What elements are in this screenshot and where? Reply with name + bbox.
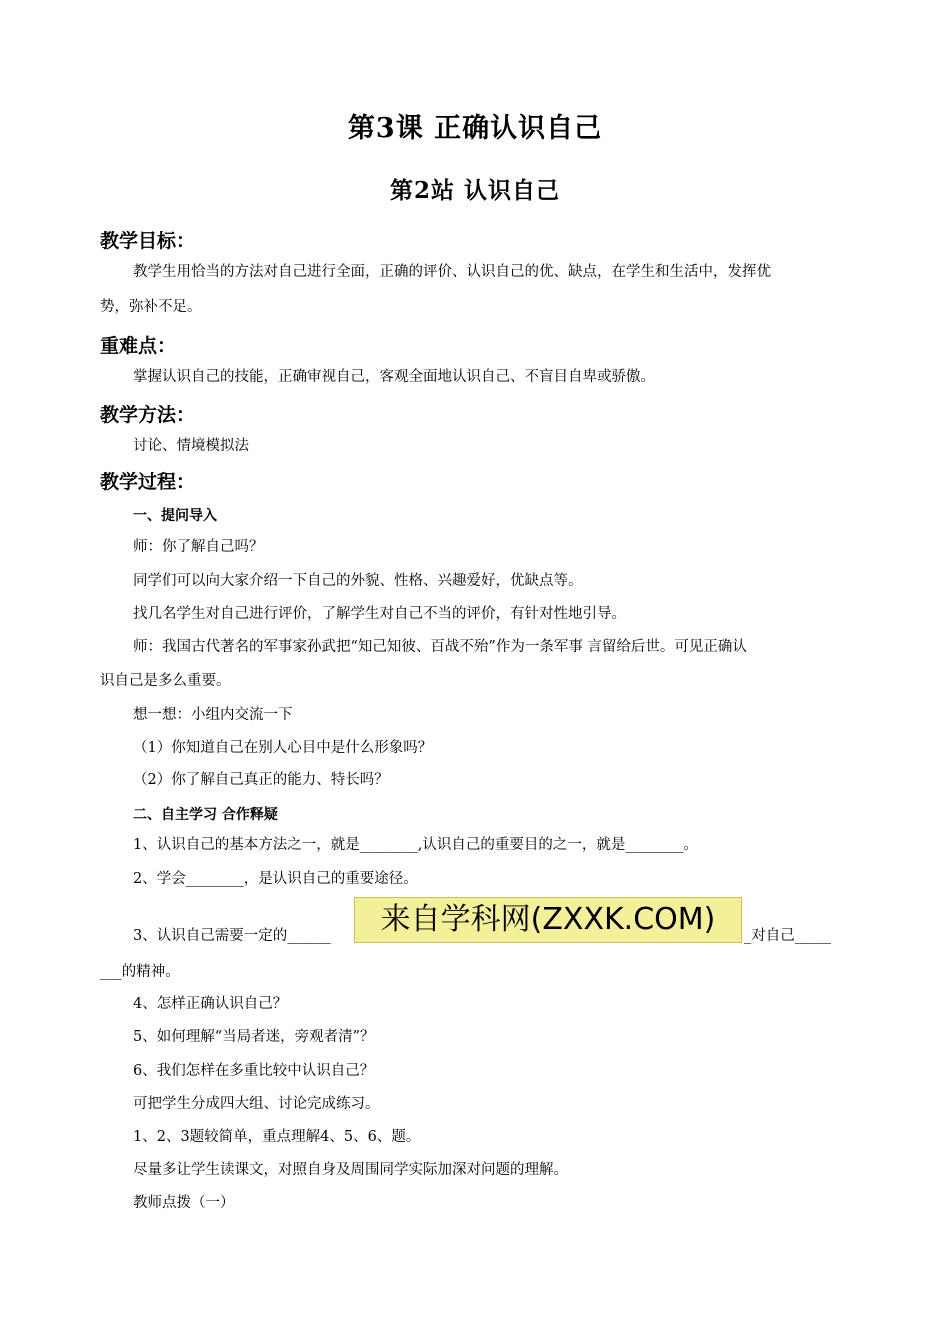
part2-item: ___的精神。 [100, 964, 180, 980]
part2-note: 1、2、3题较简单，重点理解4、5、6、题。 [133, 1129, 421, 1145]
page-title: 第3课 正确认识自己 [347, 113, 603, 144]
part1-heading: 一、提问导入 [133, 508, 217, 524]
part1-question: （2）你了解自己真正的能力、特长吗？ [133, 772, 389, 788]
key-points-text: 掌握认识自己的技能，正确审视自己，客观全面地认识自己、不盲目自卑或骄傲。 [133, 369, 655, 385]
part2-item: 6、我们怎样在多重比较中认识自己？ [133, 1063, 375, 1079]
part1-line: 想一想：小组内交流一下 [133, 707, 293, 723]
goal-text-line1: 教学生用恰当的方法对自己进行全面，正确的评价、认识自己的优、缺点，在学生和生活中，发挥优 [133, 264, 771, 280]
part2-note: 教师点拨（一） [133, 1195, 235, 1211]
part1-line: 同学们可以向大家介绍一下自己的外貌、性格、兴趣爱好，优缺点等。 [133, 573, 583, 589]
goal-text-line2: 势，弥补不足。 [100, 299, 202, 315]
part2-item: _对自己_____ [744, 928, 831, 944]
part1-question: （1）你知道自己在别人心目中是什么形象吗？ [133, 740, 433, 756]
part1-line: 识自己是多么重要。 [100, 673, 231, 689]
method-text: 讨论、情境模拟法 [133, 438, 249, 454]
part2-note: 尽量多让学生读课文，对照自身及周围同学实际加深对问题的理解。 [133, 1162, 568, 1178]
part1-line: 师：我国古代著名的军事家孙武把“知己知彼、百战不殆”作为一条军事 言留给后世。可见正确认 [133, 639, 747, 655]
part2-item: 4、怎样正确认识自己？ [133, 996, 288, 1012]
part1-line: 师：你了解自己吗？ [133, 539, 264, 555]
part2-item: 2、学会________，是认识自己的重要途径。 [133, 871, 418, 887]
part2-heading: 二、自主学习 合作释疑 [133, 807, 278, 823]
part2-item: 3、认识自己需要一定的______ [133, 928, 331, 944]
part2-item: 1、认识自己的基本方法之一，就是________,认识自己的重要目的之一，就是________。 [133, 837, 698, 853]
process-heading: 教学过程： [100, 471, 196, 493]
part2-item: 5、如何理解“当局者迷，旁观者清”？ [133, 1029, 375, 1045]
watermark-banner: 来自学科网(ZXXK.COM) [354, 897, 742, 943]
key-points-heading: 重难点： [100, 335, 177, 357]
part2-note: 可把学生分成四大组、讨论完成练习。 [133, 1096, 380, 1112]
goal-heading: 教学目标： [100, 230, 196, 252]
part1-line: 找几名学生对自己进行评价，了解学生对自己不当的评价，有针对性地引导。 [133, 606, 626, 622]
method-heading: 教学方法： [100, 404, 196, 426]
page-subtitle: 第2站 认识自己 [389, 177, 560, 204]
